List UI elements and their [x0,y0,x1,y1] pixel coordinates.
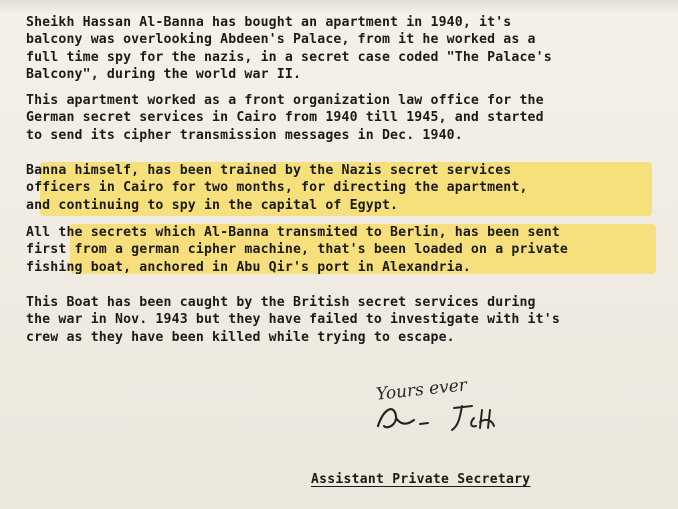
text-line: Banna himself, has been trained by the Nazis secret services [26,163,512,178]
text-line: German secret services in Cairo from 1940 till 1945, and started [26,110,544,126]
handwritten-signature [370,396,520,446]
handwritten-closing: Yours ever [375,375,468,405]
text-line: All the secrets which Al-Banna transmited to Berlin, has been sent [26,225,560,240]
text-line: balcony was overlooking Abdeen's Palace, from it he worked as a [26,32,536,48]
text-line: fishing boat, anchored in Abu Qir's port in Alexandria. [26,259,471,275]
paragraph-1 [26,14,666,84]
text-line: officers in Cairo for two months, for directing the apartment, [26,180,528,196]
text-line: and continuing to spy in the capital of Egypt. [26,197,399,213]
scan-edge-shadow [0,0,678,14]
text-line: Sheikh Hassan Al-Banna has bought an apartment in 1940, it's [26,15,512,30]
text-line: crew as they have been killed while trying to escape. [26,329,455,345]
paragraph-3 [26,162,666,214]
text-line: This apartment worked as a front organization law office for the [26,93,544,108]
text-line: the war in Nov. 1943 but they have failed to investigate with it's [26,312,560,328]
paragraph-2 [26,92,666,144]
text-line: first from a german cipher machine, that's been loaded on a private [26,242,568,258]
text-line: to send its cipher transmission messages in Dec. 1940. [26,127,463,143]
paragraph-5 [26,294,666,346]
text-line: This Boat has been caught by the British secret services during [26,295,536,310]
text-line: full time spy for the nazis, in a secret case coded "The Palace's [26,49,552,65]
text-line: Balcony", during the world war II. [26,67,302,83]
signature-title: Assistant Private Secretary [311,472,531,487]
paragraph-4 [26,224,666,276]
